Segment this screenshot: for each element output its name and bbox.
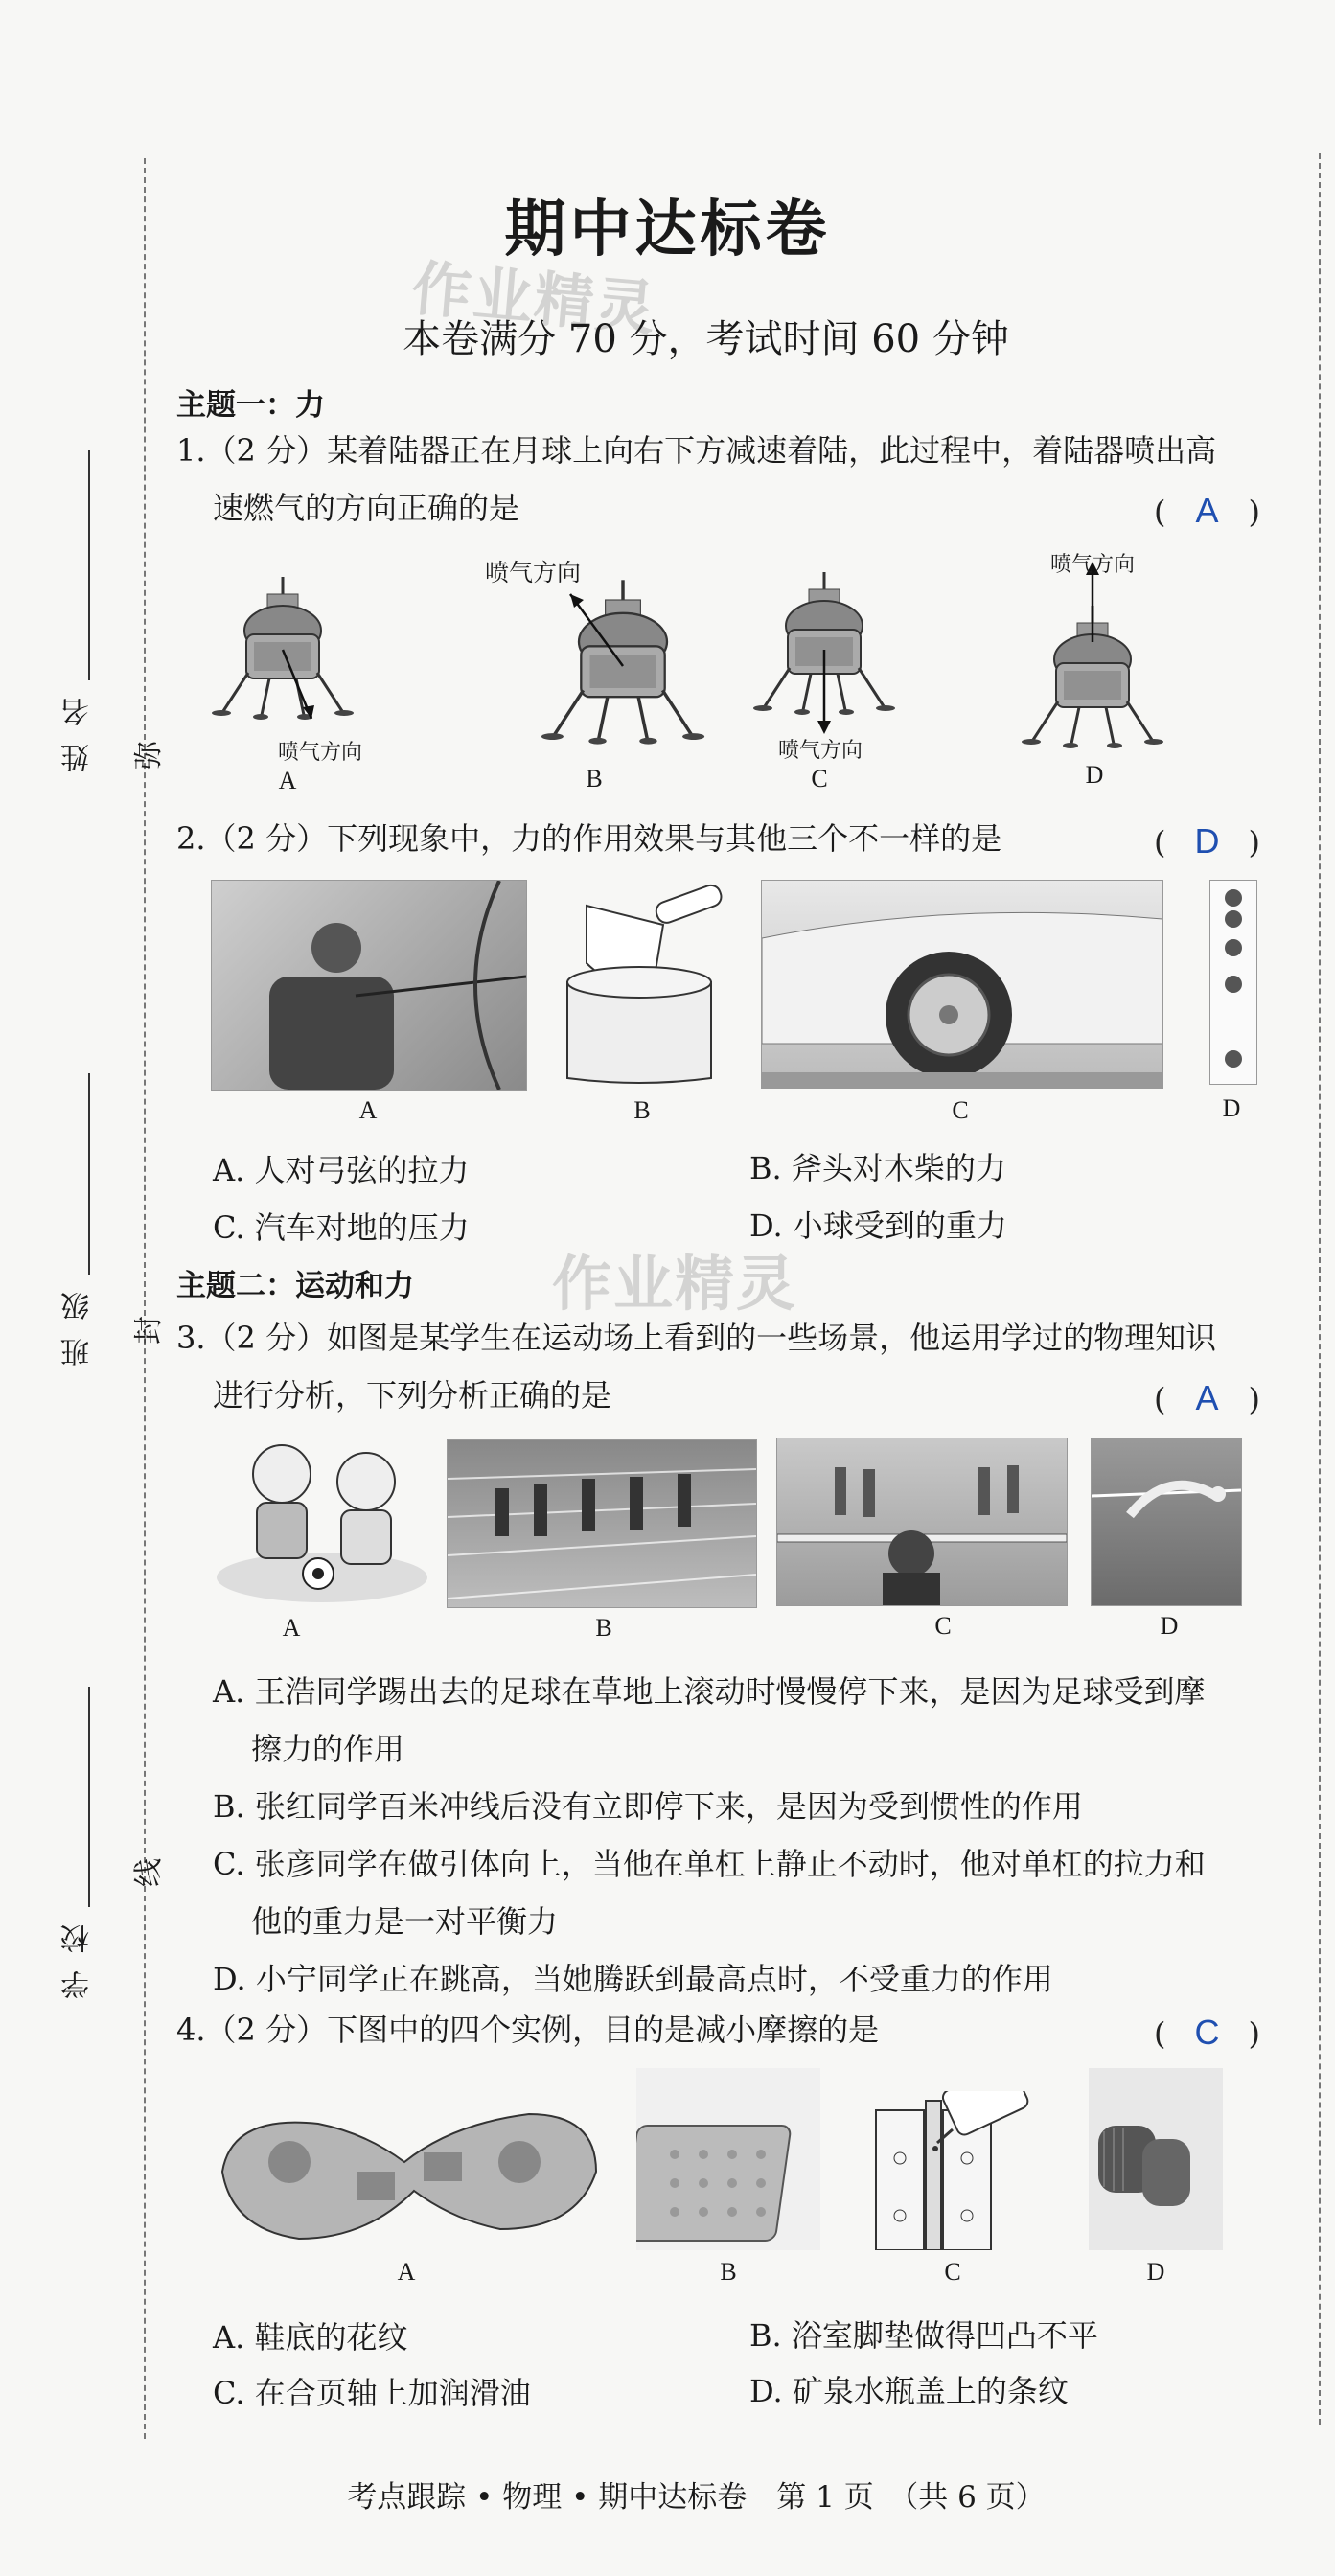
lander-figures <box>192 546 1208 805</box>
class-label: 班级 <box>61 1275 95 1367</box>
falling-ball-strip <box>1209 880 1257 1085</box>
jet-label-b: 喷气方向 <box>485 559 582 586</box>
page-footer: 考点跟踪 • 物理 • 期中达标卷 第 1 页 （共 6 页） <box>347 2480 1046 2515</box>
name-label: 姓名 <box>61 680 95 772</box>
option-3c-line1[interactable]: C. 张彦同学在做引体向上，当他在单杠上静止不动时，他对单杠的拉力和 <box>213 1846 1206 1882</box>
option-3d[interactable]: D. 小宁同学正在跳高，当她腾跃到最高点时，不受重力的作用 <box>213 1961 1053 1997</box>
exam-info: 本卷满分 70 分，考试时间 60 分钟 <box>403 317 1009 361</box>
question-1-line2: 速燃气的方向正确的是 <box>213 490 520 526</box>
figure-caption-1d: D <box>1085 761 1104 789</box>
topic-heading: 主题一：力 <box>176 388 325 423</box>
figure-caption-3b: B <box>595 1614 612 1642</box>
answer-1-letter: A <box>1195 491 1219 530</box>
option-4a[interactable]: A. 鞋底的花纹 <box>213 2319 408 2356</box>
figure-caption-3d: D <box>1160 1612 1179 1640</box>
pullup-photo <box>776 1438 1068 1606</box>
axe-wood-drawing <box>558 877 730 1088</box>
name-blank[interactable] <box>88 450 90 680</box>
question-3-line2: 进行分析，下列分析正确的是 <box>213 1377 612 1414</box>
figure-caption-4c: C <box>944 2258 961 2286</box>
option-4c[interactable]: C. 在合页轴上加润滑油 <box>213 2375 531 2411</box>
figure-caption-2c: C <box>952 1096 969 1124</box>
option-2d[interactable]: D. 小球受到的重力 <box>749 1208 1007 1244</box>
figure-caption-2b: B <box>633 1096 651 1124</box>
option-2a[interactable]: A. 人对弓弦的拉力 <box>213 1152 470 1188</box>
kids-soccer-cartoon <box>213 1434 431 1606</box>
school-blank[interactable] <box>88 1687 90 1907</box>
answer-3: ( A ) <box>1154 1378 1260 1417</box>
page-title: 期中达标卷 <box>504 195 831 265</box>
jet-label-d: 喷气方向 <box>1050 553 1136 577</box>
archer-photo <box>211 880 527 1091</box>
figure-caption-1c: C <box>811 765 828 793</box>
answer-4: ( C ) <box>1154 2012 1260 2052</box>
seal-char-3: 线 <box>132 1858 166 1887</box>
seal-char-2: 封 <box>132 1316 166 1345</box>
option-3a-line1[interactable]: A. 王浩同学踢出去的足球在草地上滚动时慢慢停下来，是因为足球受到摩 <box>213 1673 1206 1710</box>
figure-caption-3c: C <box>934 1612 952 1640</box>
answer-2-letter: D <box>1194 821 1220 861</box>
figure-caption-2d: D <box>1222 1094 1241 1122</box>
watermark-2: 作业精灵 <box>552 1249 798 1319</box>
bath-mat-photo <box>636 2068 820 2250</box>
figure-caption-4a: A <box>397 2258 416 2286</box>
figure-caption-2a: A <box>358 1096 378 1124</box>
question-3-line1: 3.（2 分）如图是某学生在运动场上看到的一些场景，他运用学过的物理知识 <box>176 1320 1217 1356</box>
answer-4-letter: C <box>1194 2012 1220 2052</box>
figure-caption-1a: A <box>278 767 297 794</box>
answer-3-letter: A <box>1195 1378 1219 1417</box>
answer-1: ( A ) <box>1154 491 1260 530</box>
option-3c-line2: 他的重力是一对平衡力 <box>251 1903 559 1940</box>
left-binding-line <box>144 158 146 2439</box>
answer-2: ( D ) <box>1154 821 1260 861</box>
option-2b[interactable]: B. 斧头对木柴的力 <box>749 1150 1006 1186</box>
figure-caption-1b: B <box>586 765 603 793</box>
hinge-oil-drawing <box>857 2091 1047 2250</box>
option-2c[interactable]: C. 汽车对地的压力 <box>213 1209 470 1246</box>
car-tire-photo <box>761 880 1163 1089</box>
class-blank[interactable] <box>88 1073 90 1275</box>
high-jump-photo <box>1091 1438 1242 1606</box>
figure-caption-4d: D <box>1146 2258 1165 2286</box>
option-4d[interactable]: D. 矿泉水瓶盖上的条纹 <box>749 2373 1069 2409</box>
figure-caption-4b: B <box>720 2258 737 2286</box>
option-3b[interactable]: B. 张红同学百米冲线后没有立即停下来，是因为受到惯性的作用 <box>213 1788 1083 1825</box>
school-label: 学校 <box>61 1907 95 1999</box>
question-1-line1: 1.（2 分）某着陆器正在月球上向右下方减速着陆，此过程中，着陆器喷出高 <box>176 432 1217 469</box>
right-binding-line <box>1319 153 1321 2425</box>
question-4: 4.（2 分）下图中的四个实例，目的是减小摩擦的是 <box>176 2012 880 2048</box>
option-4b[interactable]: B. 浴室脚垫做得凹凸不平 <box>749 2317 1098 2354</box>
bottle-cap-photo <box>1089 2068 1223 2250</box>
watermark: 作业精灵 <box>408 252 660 344</box>
sprint-race-photo <box>447 1439 757 1608</box>
seal-char-1: 弥 <box>132 741 166 770</box>
jet-label-a: 喷气方向 <box>278 741 363 765</box>
shoe-sole-photo <box>213 2085 604 2254</box>
option-3a-line2: 擦力的作用 <box>251 1731 405 1767</box>
topic-heading-2: 主题二：运动和力 <box>176 1269 414 1303</box>
question-2: 2.（2 分）下列现象中，力的作用效果与其他三个不一样的是 <box>176 820 1002 857</box>
jet-label-c: 喷气方向 <box>778 739 863 763</box>
figure-caption-3a: A <box>282 1614 301 1642</box>
